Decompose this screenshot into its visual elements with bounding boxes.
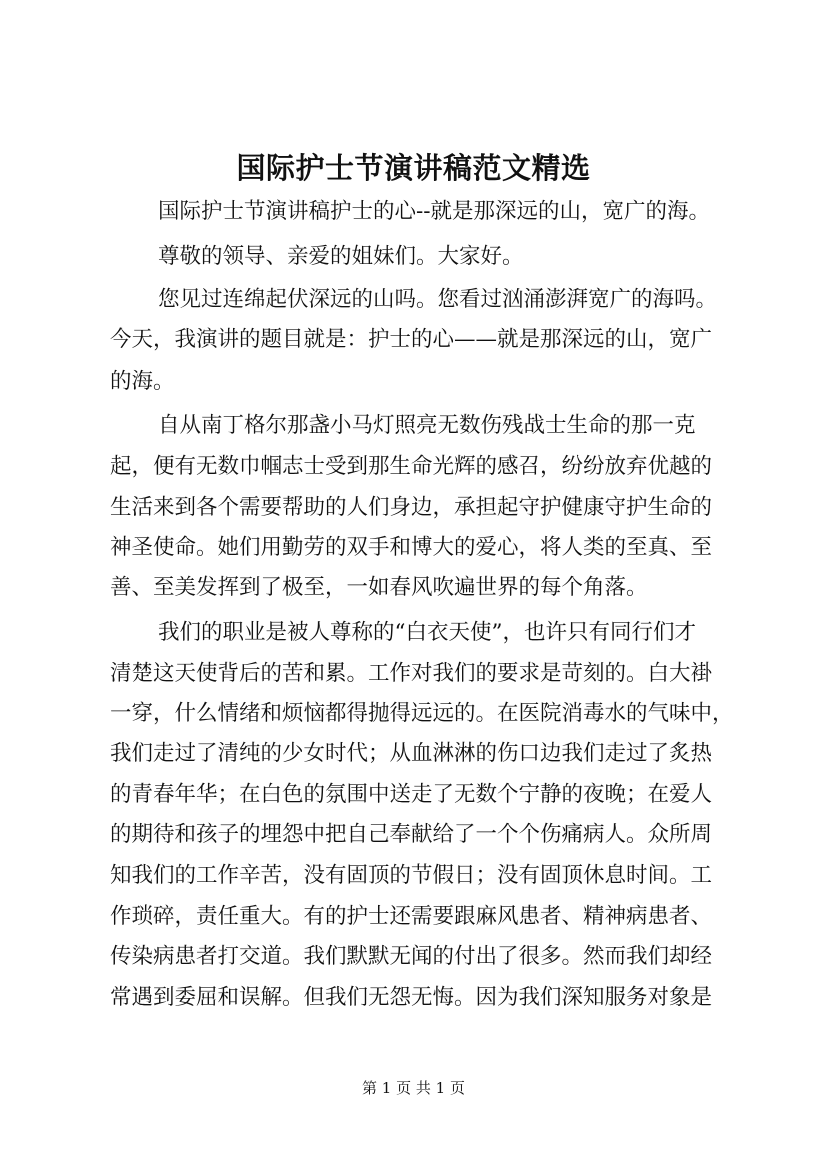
paragraph-line: 国际护士节演讲稿护士的心--就是那深远的山，宽广的海。 (158, 199, 711, 224)
paragraph-line: 您见过连绵起伏深远的山吗。您看过汹涌澎湃宽广的海吗。 (158, 287, 718, 312)
paragraph-line: 生活来到各个需要帮助的人们身边，承担起守护健康守护生命的 (110, 495, 713, 520)
paragraph-line: 的期待和孩子的埋怨中把自己奉献给了一个个伤痛病人。众所周 (110, 822, 713, 847)
paragraph-line: 自从南丁格尔那盏小马灯照亮无数伤残战士生命的那一克 (158, 413, 696, 438)
paragraph-line: 起，便有无数巾帼志士受到那生命光辉的感召，纷纷放弃优越的 (110, 454, 713, 479)
document-title: 国际护士节演讲稿范文精选 (236, 151, 591, 185)
paragraph-line: 一穿，什么情绪和烦恼都得抛得远远的。在医院消毒水的气味中， (110, 701, 734, 726)
paragraph-line: 尊敬的领导、亲爱的姐妹们。大家好。 (158, 244, 524, 269)
paragraph-line: 的海。 (110, 369, 175, 394)
paragraph-line: 知我们的工作辛苦，没有固顶的节假日；没有固顶休息时间。工 (110, 863, 713, 888)
paragraph-line: 传染病患者打交道。我们默默无闻的付出了很多。然而我们却经 (110, 944, 713, 969)
paragraph-line: 善、至美发挥到了极至，一如春风吹遍世界的每个角落。 (110, 575, 648, 600)
paragraph-line: 我们的职业是被人尊称的“白衣天使”，也许只有同行们才 (158, 620, 696, 645)
page-number-footer: 第 1 页 共 1 页 (362, 1079, 465, 1097)
paragraph-line: 清楚这天使背后的苦和累。工作对我们的要求是苛刻的。白大褂 (110, 661, 713, 686)
paragraph-line: 的青春年华；在白色的氛围中送走了无数个宁静的夜晚；在爱人 (110, 782, 713, 807)
paragraph-line: 常遇到委屈和误解。但我们无怨无悔。因为我们深知服务对象是 (110, 985, 713, 1010)
paragraph-line: 今天，我演讲的题目就是：护士的心——就是那深远的山，宽广 (110, 327, 713, 352)
paragraph-line: 我们走过了清纯的少女时代；从血淋淋的伤口边我们走过了炙热 (110, 741, 713, 766)
paragraph-line: 神圣使命。她们用勤劳的双手和博大的爱心，将人类的至真、至 (110, 535, 713, 560)
paragraph-line: 作琐碎，责任重大。有的护士还需要跟麻风患者、精神病患者、 (110, 904, 713, 929)
